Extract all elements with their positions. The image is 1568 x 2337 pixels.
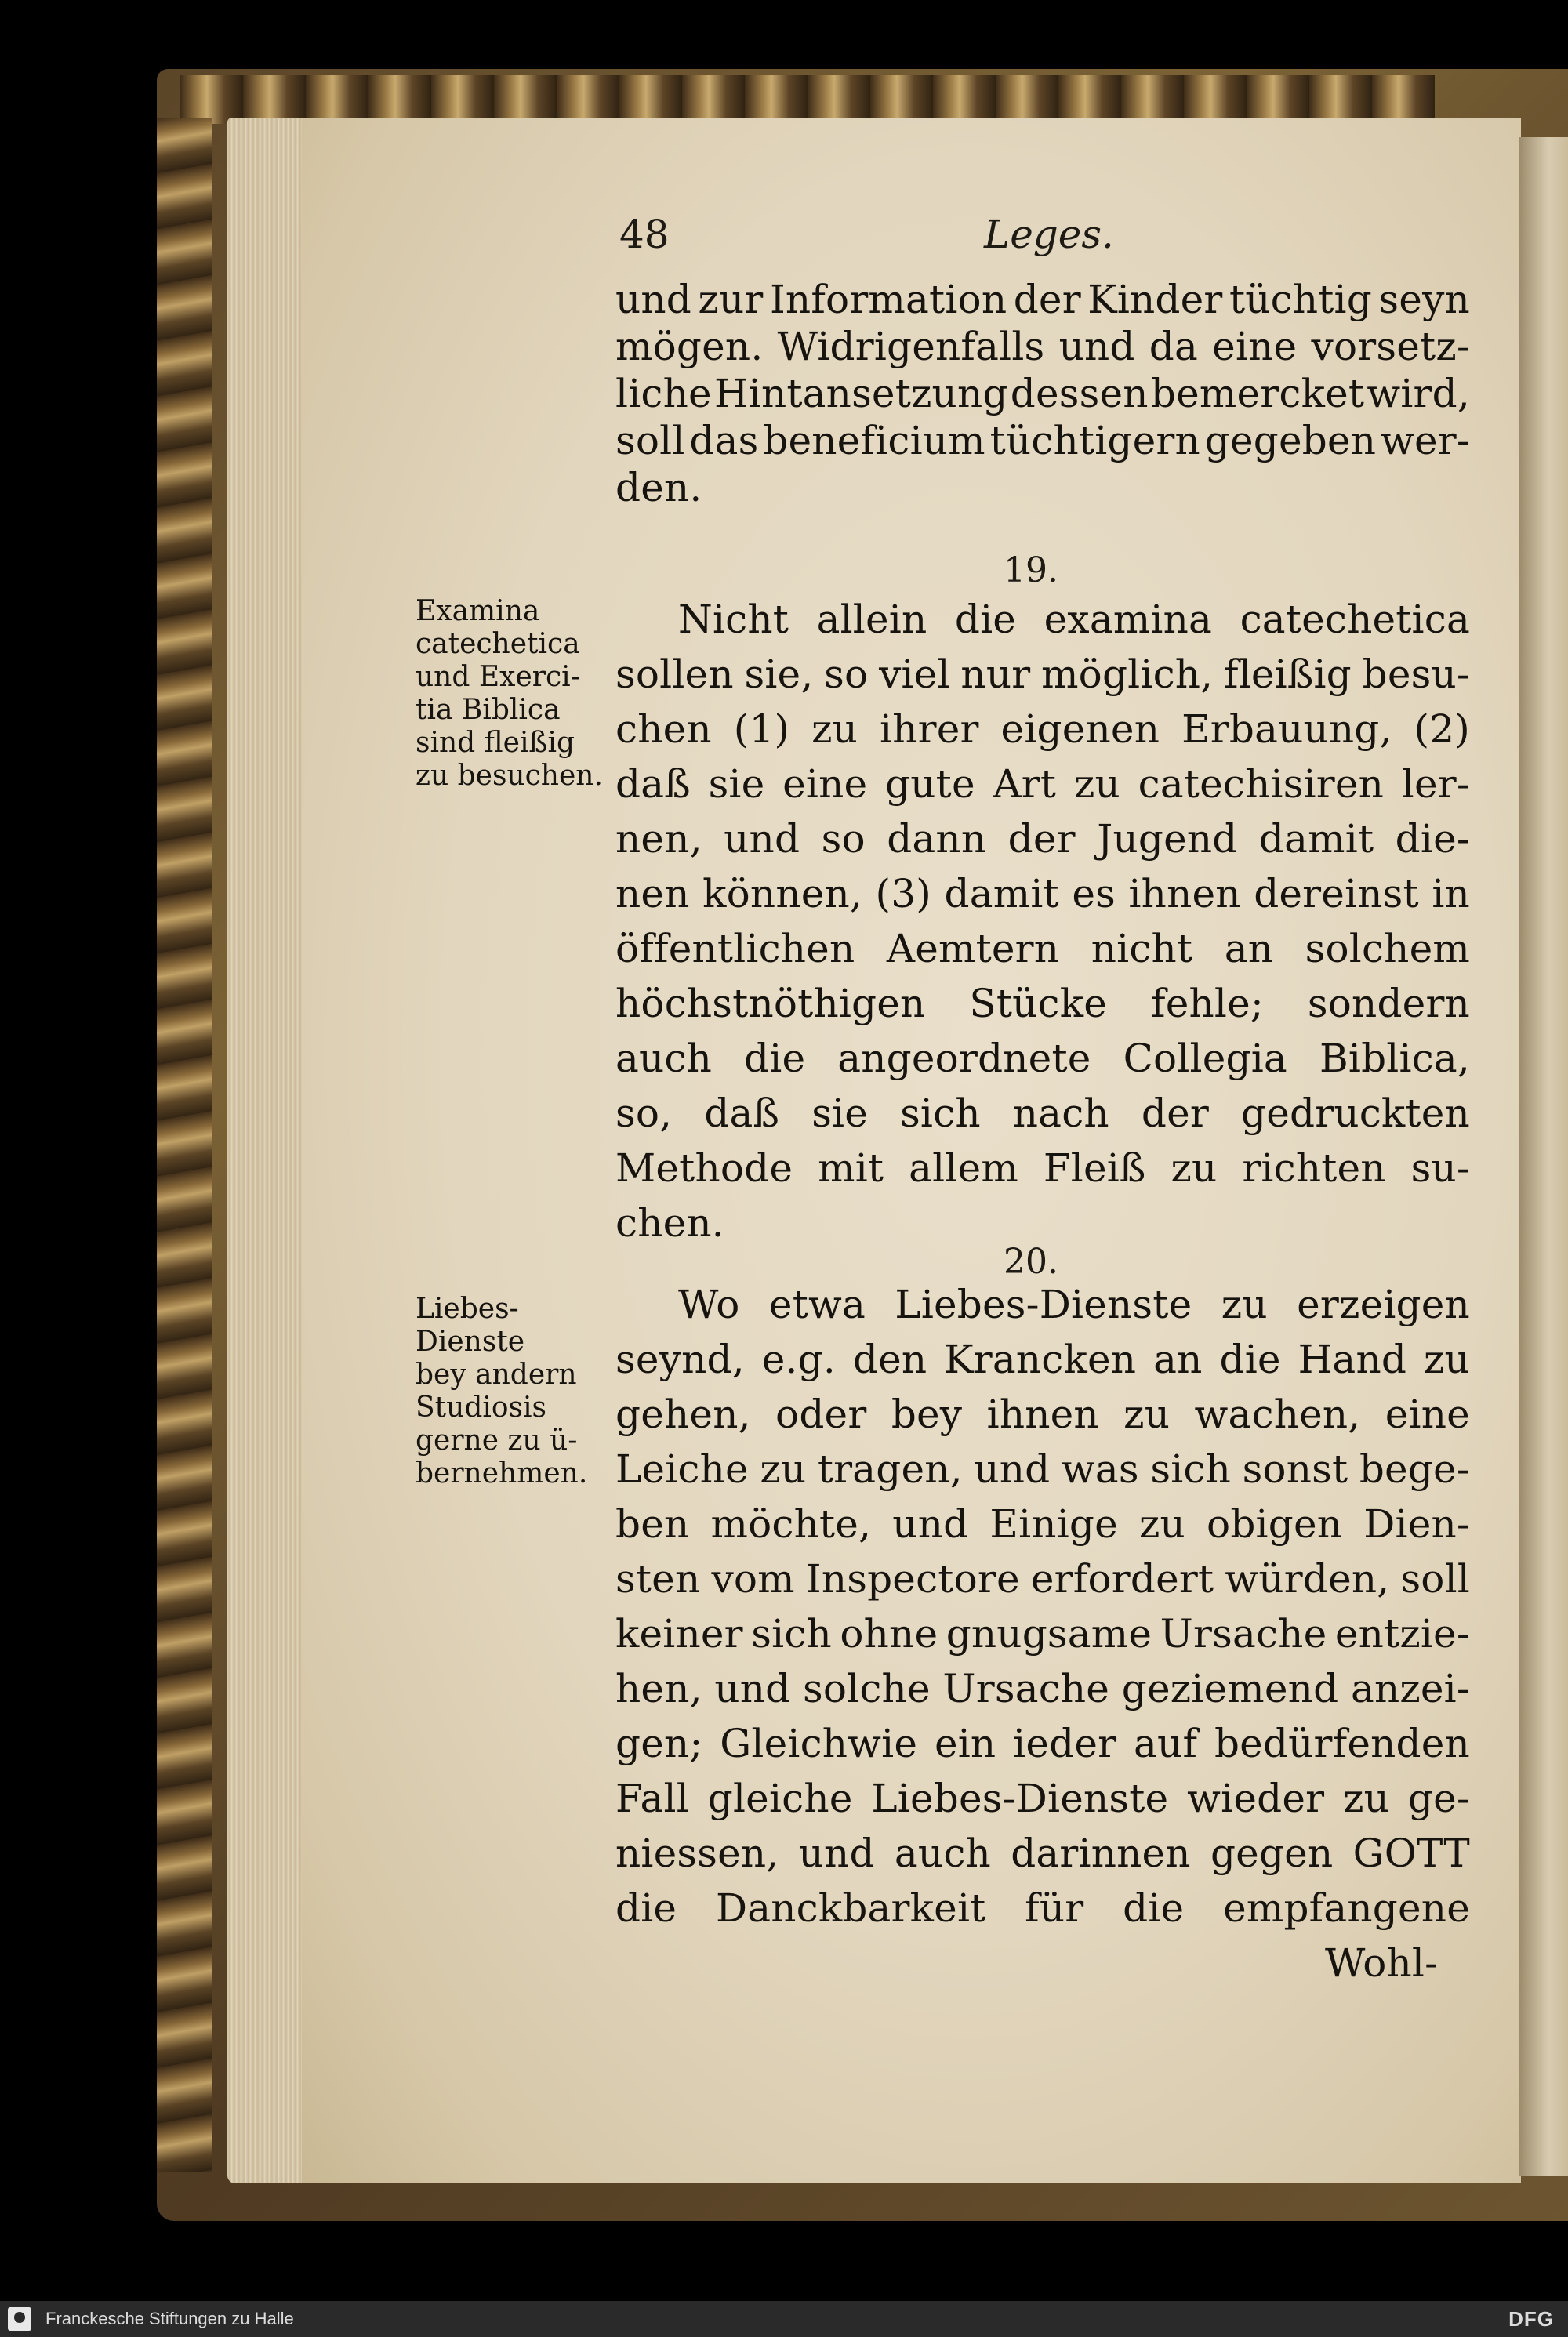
text-line: den. (615, 465, 702, 510)
text-line: so, daß sie sich nach der gedruckten (615, 1090, 1470, 1136)
text-line: nen, und so dann der Jugend damit die- (615, 816, 1470, 862)
text-line: Nicht allein die examina catechetica (678, 597, 1470, 642)
facing-page-edge (1519, 137, 1568, 2176)
cover-top-edge (180, 75, 1435, 124)
institution-logo-icon (8, 2307, 31, 2331)
text-line: Wo etwa Liebes-Dienste zu erzeigen (678, 1282, 1470, 1327)
text-line: auch die angeordnete Collegia Biblica, (615, 1036, 1470, 1081)
margin-note-line: sind fleißig (416, 727, 575, 759)
section-number: 20. (1004, 1242, 1058, 1282)
page-header (619, 212, 1482, 267)
margin-note-line: und Exerci- (416, 661, 580, 693)
text-line: soll das beneficium tüchtigern gegeben wer- (615, 418, 1470, 463)
text-line: ben möchte, und Einige zu obigen Dien- (615, 1501, 1470, 1547)
text-line: öffentlichen Aemtern nicht an solchem (615, 926, 1470, 971)
margin-note-line: bernehmen. (416, 1457, 588, 1490)
text-line: gehen, oder bey ihnen zu wachen, eine (615, 1392, 1470, 1437)
text-line: sten vom Inspectore erfordert würden, soll (615, 1556, 1470, 1602)
text-line: sollen sie, so viel nur möglich, fleißig besu- (615, 651, 1470, 697)
margin-note-line: Examina (416, 595, 540, 627)
text-line: höchstnöthigen Stücke fehle; sondern (615, 981, 1470, 1026)
text-line: keiner sich ohne gnugsame Ursache entzie- (615, 1611, 1470, 1657)
text-line: daß sie eine gute Art zu catechisiren ler- (615, 761, 1470, 807)
margin-note-line: zu besuchen. (416, 760, 603, 792)
text-line: Fall gleiche Liebes-Dienste wieder zu ge- (615, 1776, 1470, 1821)
margin-note-line: bey andern (416, 1359, 577, 1391)
text-line: Leiche zu tragen, und was sich sonst bege- (615, 1446, 1470, 1492)
text-line: niessen, und auch darinnen gegen GOTT (615, 1831, 1470, 1876)
margin-note-line: tia Biblica (416, 694, 561, 726)
margin-note-line: gerne zu ü- (416, 1424, 578, 1457)
text-line: nen können, (3) damit es ihnen dereinst in (615, 871, 1470, 916)
footer-bar (0, 2301, 1568, 2337)
page-edges (227, 118, 314, 2183)
text-line: chen. (615, 1200, 724, 1246)
margin-note-line: Liebes- (416, 1293, 519, 1325)
margin-note-line: Studiosis (416, 1392, 547, 1424)
text-line: Methode mit allem Fleiß zu richten su- (615, 1145, 1470, 1191)
margin-note-line: Dienste (416, 1326, 525, 1358)
margin-note-line: catechetica (416, 628, 580, 660)
text-line: die Danckbarkeit für die empfangene (615, 1885, 1470, 1931)
catchword: Wohl- (1325, 1940, 1439, 1986)
institution-name: Franckesche Stiftungen zu Halle (45, 2309, 294, 2328)
section-number: 19. (1004, 550, 1058, 590)
text-line: mögen. Widrigenfalls und da eine vorsetz- (615, 324, 1470, 369)
page-number: 48 (619, 212, 670, 257)
text-line: gen; Gleichwie ein ieder auf bedürfenden (615, 1721, 1470, 1766)
text-line: hen, und solche Ursache geziemend anzei- (615, 1666, 1470, 1711)
text-line: liche Hintansetzung dessen bemercket wird, (615, 371, 1470, 416)
text-line: und zur Information der Kinder tüchtig seyn (615, 277, 1470, 322)
running-title: Leges. (984, 212, 1114, 257)
cover-spine-edge (157, 118, 212, 2172)
funder-logo: DFG (1508, 2307, 1554, 2331)
text-line: seynd, e.g. den Krancken an die Hand zu (615, 1337, 1470, 1382)
text-line: chen (1) zu ihrer eigenen Erbauung, (2) (615, 706, 1470, 752)
